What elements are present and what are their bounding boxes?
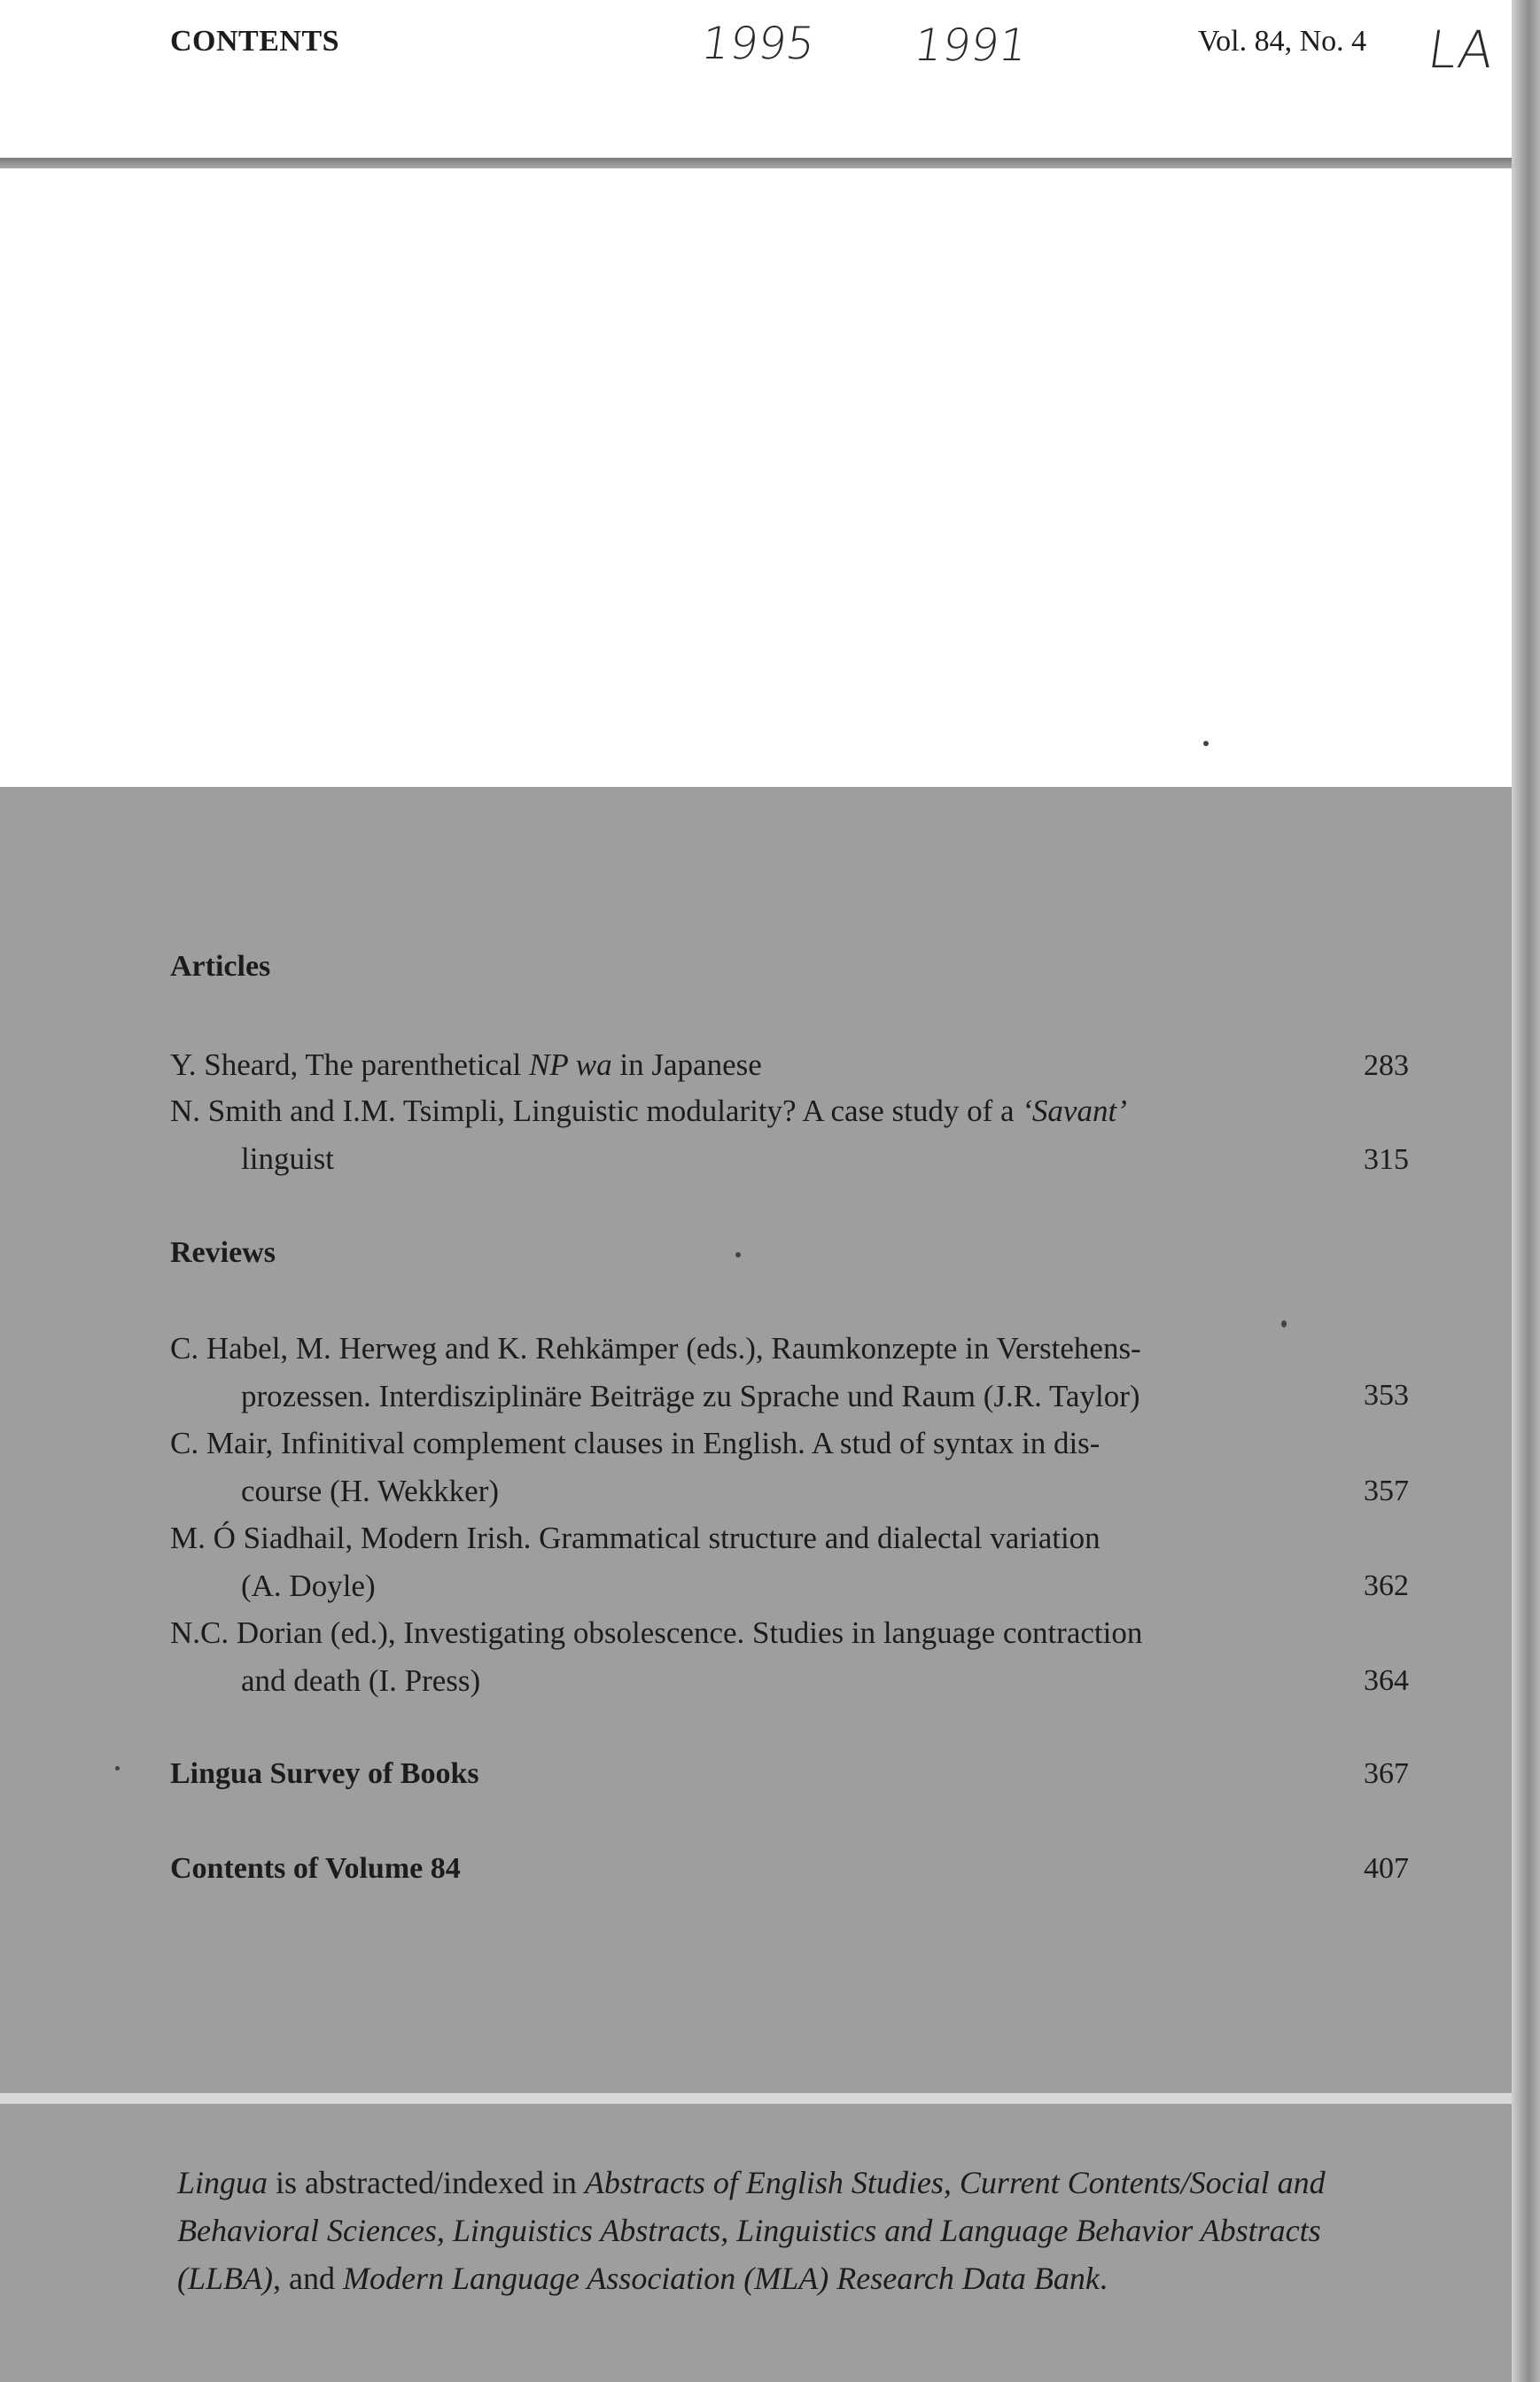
- handwritten-initials: LA: [1424, 19, 1498, 80]
- review-entry: C. Mair, Infinitival complement clauses in English. A stud of syntax in dis- course (H. Wekkker): [170, 1426, 1101, 1508]
- reviews-heading: Reviews: [170, 1236, 276, 1269]
- top-divider: [0, 158, 1540, 168]
- page-number: 353: [1364, 1379, 1409, 1412]
- handwritten-year-1: 1995: [697, 18, 819, 69]
- article-entry: Y. Sheard, The parenthetical NP wa in Japanese: [170, 1047, 762, 1082]
- page-number: 367: [1364, 1757, 1409, 1790]
- article-entry: N. Smith and I.M. Tsimpli, Linguistic modularity? A case study of a ‘Savant’ linguist: [170, 1094, 1127, 1176]
- handwritten-year-2: 1991: [910, 19, 1031, 71]
- page-number: 283: [1364, 1049, 1409, 1082]
- indexing-note: Lingua is abstracted/indexed in Abstracts of English Studies, Current Contents/Social and Behavioral Sciences, Linguistics Abstracts, Linguistics and Language Behavior Abstracts (LLBA), and Modern Language Association (MLA) Research Data Bank.: [177, 2165, 1326, 2296]
- volume-number: Vol. 84, No. 4: [1198, 25, 1367, 58]
- page-number: 357: [1364, 1475, 1409, 1507]
- articles-heading: Articles: [170, 950, 271, 983]
- bottom-divider: [0, 2093, 1540, 2104]
- contents-of-volume-heading: Contents of Volume 84: [170, 1852, 461, 1885]
- review-entry: M. Ó Siadhail, Modern Irish. Grammatical structure and dialectal variation (A. Doyle): [170, 1521, 1101, 1603]
- contents-header: CONTENTS: [170, 25, 340, 58]
- page-edge: [1512, 0, 1540, 2382]
- page-number: 362: [1364, 1569, 1409, 1602]
- scan-speck: [1281, 1320, 1287, 1327]
- scan-speck: [115, 1766, 120, 1771]
- scan-speck: [735, 1252, 741, 1257]
- review-entry: N.C. Dorian (ed.), Investigating obsolescence. Studies in language contraction and death (I. Press): [170, 1615, 1143, 1698]
- page-number: 364: [1364, 1664, 1409, 1697]
- review-entry: C. Habel, M. Herweg and K. Rehkämper (eds.), Raumkonzepte in Verstehens- prozessen. Interdisziplinäre Beiträge zu Sprache und Raum (J.R. Taylor): [170, 1331, 1141, 1413]
- page-number: 315: [1364, 1143, 1409, 1176]
- survey-of-books-heading: Lingua Survey of Books: [170, 1757, 479, 1790]
- scan-speck: [1203, 741, 1209, 746]
- page-number: 407: [1364, 1852, 1409, 1885]
